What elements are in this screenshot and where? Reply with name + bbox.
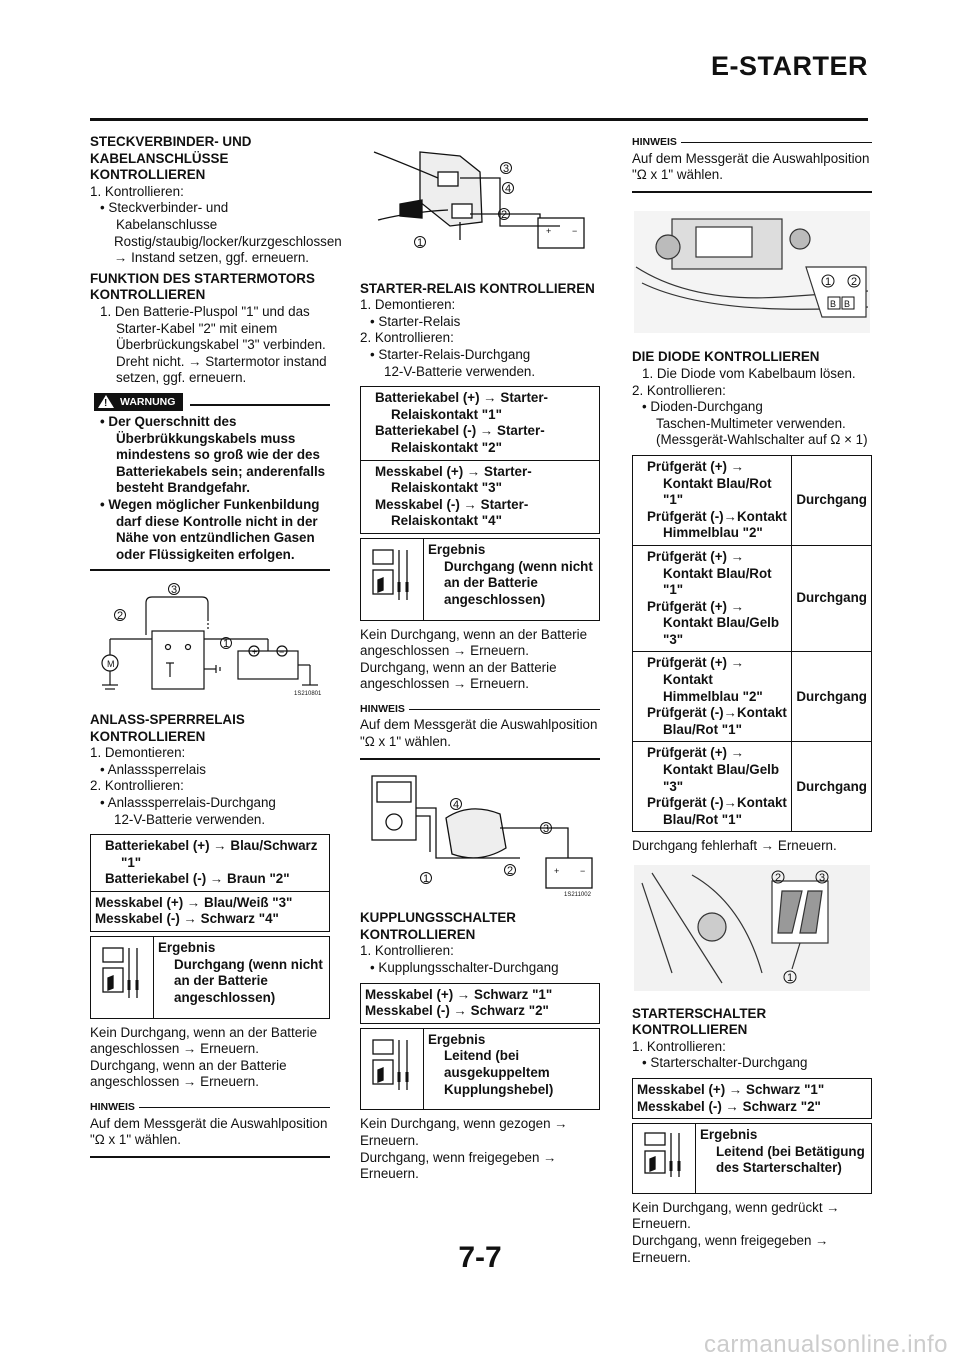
multimeter-icon (91, 937, 154, 1019)
result-table: Ergebnis Durchgang (wenn nicht an der Batterie angeschlossen) (360, 538, 600, 621)
step: 2. Kontrollieren: (632, 382, 726, 398)
clutch-switch-diagram (360, 768, 600, 903)
bullet-sub: 12-V-Batterie verwenden. (114, 811, 266, 827)
step: 2. Kontrollieren: (90, 778, 184, 794)
svg-text:1S210801: 1S210801 (294, 691, 322, 698)
warning-label: ! WARNUNG (94, 393, 183, 411)
step: 1. Kontrollieren: (90, 183, 184, 199)
svg-text:1: 1 (417, 237, 424, 249)
starter-relay-diagram (360, 142, 600, 273)
svg-text:2: 2 (507, 864, 514, 877)
section-title: DIE DIODE KONTROLLIEREN (632, 349, 820, 365)
hinweis-box: HINWEIS Auf dem Messgerät die Auswahlposition "Ω x 1" wählen. (360, 701, 600, 760)
paragraph: Durchgang, wenn an der Batterie angeschlossen → Erneuern. (360, 659, 557, 692)
paragraph: Durchgang, wenn freigegeben → Erneuern. (360, 1149, 557, 1182)
multimeter-icon (361, 1028, 424, 1110)
svg-text:B: B (844, 298, 851, 309)
svg-text:−: − (279, 647, 285, 658)
svg-text:2: 2 (501, 209, 508, 221)
svg-text:4: 4 (453, 798, 460, 811)
step: 1. Die Diode vom Kabelbaum lösen. (642, 365, 856, 381)
page-title: E-STARTER (711, 51, 868, 81)
bullet: • Starter-Relais (370, 313, 461, 329)
svg-text:+: + (546, 226, 552, 236)
header-rule (90, 118, 868, 121)
footer-watermark: carmanualsonline.info (704, 1331, 948, 1358)
starter-motor-diagram (90, 579, 330, 704)
svg-text:−: − (580, 865, 586, 876)
section-title: KUPPLUNGSSCHALTER KONTROLLIEREN (360, 910, 516, 942)
bullet: • Starter-Relais-Durchgang (370, 346, 531, 362)
warning-bullet: • Der Querschnitt des Überbrükkungskabels muss mindestens so groß wie der des Batteriekabels sein; anderenfalls besteht Brandgefahr. (100, 414, 326, 496)
svg-text:3: 3 (819, 872, 826, 884)
spec-table: Batteriekabel (+) → Blau/Schwarz "1" Batteriekabel (-) → Braun "2" Messkabel (+) → Blau/Weiß "3" Messkabel (-) → Schwarz "4" (90, 834, 330, 932)
step: 1. Kontrollieren: (632, 1038, 726, 1054)
paragraph: Kein Durchgang, wenn gedrückt → Erneuern. (632, 1199, 840, 1232)
diode-table: Prüfgerät (+) → Kontakt Blau/Rot "1" Prüfgerät (-)→Kontakt Himmelblau "2" Durchgang Prüfgerät (+) → Kontakt Blau/Rot "1" Prüfgerät (+) → Kontakt Blau/Gelb "3" Durchgang Prüfgerät (+) → Kontakt Himmelblau "2" Prüfgerät (-)→Kontakt Blau/Rot "1" Durchgang Prüfgerät (+) → Kontakt Blau/Gelb "3" Prüfgerät (-)→Kontakt Blau/Rot "1" Durchgang (632, 455, 872, 832)
spec-table: Messkabel (+) → Schwarz "1" Messkabel (-) → Schwarz "2" (360, 983, 600, 1024)
warning-box (90, 393, 330, 571)
section-title: ANLASS-SPERRRELAIS KONTROLLIEREN (90, 711, 245, 744)
result-table: Ergebnis Leitend (bei ausgekuppeltem Kupplungshebel) (360, 1028, 600, 1111)
svg-text:3: 3 (503, 163, 510, 175)
bullet-sub: 12-V-Batterie verwenden. (384, 363, 536, 379)
paragraph: Kein Durchgang, wenn an der Batterie angeschlossen → Erneuern. (360, 626, 588, 659)
section-title: STARTERSCHALTER KONTROLLIEREN (632, 1005, 767, 1038)
step: 1. Demontieren: (360, 297, 456, 313)
warning-bullet: • Wegen möglicher Funkenbildung darf diese Kontrolle nicht in der Nähe von entzündlichen Gasen oder Flüssigkeiten erfolgen. (100, 496, 320, 562)
svg-text:B: B (830, 298, 837, 309)
svg-text:3: 3 (171, 584, 178, 597)
svg-text:1: 1 (787, 972, 794, 984)
svg-text:1: 1 (825, 275, 832, 288)
bullet: • Dioden-Durchgang (642, 399, 763, 415)
svg-text:+: + (554, 865, 560, 876)
svg-text:3: 3 (543, 822, 550, 835)
svg-text:M: M (107, 659, 115, 670)
svg-text:−: − (572, 226, 578, 236)
step: 1. Demontieren: (90, 745, 186, 761)
column-1 (90, 134, 342, 1158)
svg-text:1: 1 (223, 638, 230, 651)
hinweis-box: HINWEIS Auf dem Messgerät die Auswahlposition "Ω x 1" wählen. (632, 134, 872, 193)
paragraph: Durchgang, wenn an der Batterie angeschlossen → Erneuern. (90, 1057, 287, 1090)
spec-table: Messkabel (+) → Schwarz "1" Messkabel (-) → Schwarz "2" (632, 1078, 872, 1119)
step-text: Rostig/staubig/locker/kurzgeschlossen → Instand setzen, ggf. erneuern. (114, 233, 342, 266)
svg-text:1: 1 (423, 872, 430, 885)
svg-text:1S211002: 1S211002 (564, 891, 591, 898)
section-title: STECKVERBINDER- UND KABELANSCHLÜSSE KONTROLLIEREN (90, 134, 252, 183)
paragraph: Kein Durchgang, wenn an der Batterie angeschlossen → Erneuern. (90, 1024, 318, 1057)
diode-location-photo (632, 207, 872, 342)
section-title: STARTER-RELAIS KONTROLLIEREN (360, 280, 595, 296)
svg-text:+: + (252, 647, 258, 658)
column-3 (632, 134, 872, 1266)
paragraph: Kein Durchgang, wenn gezogen → Erneuern. (360, 1116, 568, 1148)
page-number: 7-7 (458, 1241, 502, 1274)
paragraph: Durchgang, wenn freigegeben → Erneuern. (632, 1232, 829, 1265)
bullet-sub: Taschen-Multimeter verwenden. (Messgerät-Wahlschalter auf Ω × 1) (656, 415, 868, 448)
bullet: • Anlasssperrelais-Durchgang (100, 794, 276, 810)
spec-table: Batteriekabel (+) → Starter-Relaiskontakt "1" Batteriekabel (-) → Starter-Relaiskontakt "2" Messkabel (+) → Starter-Relaiskontakt "3" Messkabel (-) → Starter-Relaiskontakt "4" (360, 386, 600, 534)
step: 1. Kontrollieren: (360, 943, 454, 959)
svg-text:2: 2 (117, 610, 124, 623)
section-title: FUNKTION DES STARTERMOTORS KONTROLLIEREN (90, 270, 315, 303)
bullet: • Kupplungsschalter-Durchgang (370, 960, 559, 976)
multimeter-icon (361, 538, 424, 620)
column-2 (360, 134, 600, 1183)
bullet: • Starterschalter-Durchgang (642, 1055, 808, 1071)
multimeter-icon (633, 1124, 696, 1194)
bullet: • Steckverbinder- und Kabelanschlusse (100, 200, 229, 232)
step: 1. Den Batterie-Pluspol "1" und das Starter-Kabel "2" mit einem Überbrückungskabel "3" verbinden. Dreht nicht. → Startermotor instand setzen, ggf. erneuern. (100, 303, 327, 386)
bullet: • Anlasssperrelais (100, 761, 206, 777)
hinweis-box: HINWEIS Auf dem Messgerät die Auswahlposition "Ω x 1" wählen. (90, 1099, 330, 1158)
svg-text:2: 2 (775, 872, 782, 884)
svg-text:4: 4 (505, 183, 512, 195)
step: 2. Kontrollieren: (360, 330, 454, 346)
paragraph: Durchgang fehlerhaft → Erneuern. (632, 838, 837, 854)
result-table: Ergebnis Leitend (bei Betätigung des Starterschalter) (632, 1123, 872, 1194)
svg-text:2: 2 (851, 275, 858, 288)
result-table: Ergebnis Durchgang (wenn nicht an der Batterie angeschlossen) (90, 936, 330, 1019)
starter-switch-photo (632, 863, 872, 998)
